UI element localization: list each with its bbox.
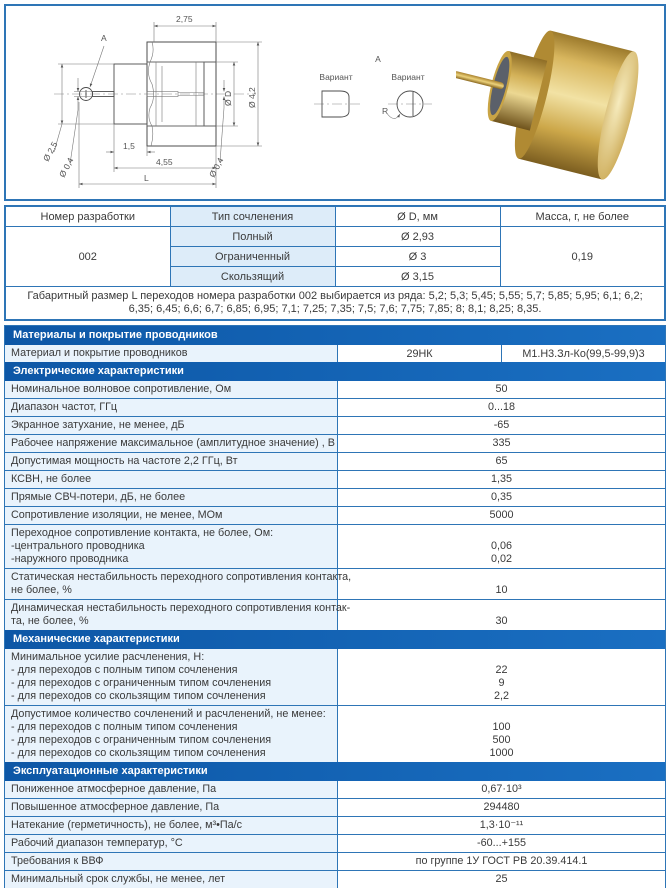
spec-value-line: -60...+155 <box>477 837 526 849</box>
spec-label-line: Рабочий диапазон температур, °С <box>11 837 183 849</box>
spec-label <box>5 525 338 568</box>
spec-values <box>338 817 665 834</box>
spec-label <box>5 781 338 798</box>
spec-row <box>5 870 665 888</box>
spec-label-line: Допустимое количество сочленений и расчленений, не менее: <box>11 708 326 720</box>
spec-value: 29НК <box>406 347 433 360</box>
dim-dd-label: Ø D <box>223 90 233 106</box>
spec-label-line: - для переходов с полным типом сочленения <box>11 721 238 733</box>
spec-label-line: Пониженное атмосферное давление, Па <box>11 783 217 795</box>
spec-label <box>5 649 338 705</box>
spec-value-line <box>338 571 665 584</box>
table-row <box>5 227 665 247</box>
spec-values <box>338 435 665 452</box>
spec-label-line: Переходное сопротивление контакта, не более, Ом: <box>11 527 274 539</box>
spec-label <box>5 489 338 506</box>
spec-row <box>5 599 665 630</box>
spec-values <box>338 835 665 852</box>
spec-value: М1.Н3.Зл-Ко(99,5-99,9)3 <box>501 345 665 362</box>
col-header-dev-number: Номер разработки <box>5 206 170 227</box>
spec-label-line: - для переходов с ограниченным типом сочленения <box>11 734 272 746</box>
coupling-type-cell: Полный <box>170 227 335 247</box>
spec-label <box>5 817 338 834</box>
spec-label-line: Минимальный срок службы, не менее, лет <box>11 873 226 885</box>
spec-label-line: - для переходов с полным типом сочленения <box>11 664 238 676</box>
technical-drawing <box>6 6 306 195</box>
spec-label <box>5 799 338 816</box>
spec-values <box>338 399 665 416</box>
spec-row <box>5 524 665 568</box>
spec-label <box>5 417 338 434</box>
spec-values <box>338 706 665 762</box>
spec-row <box>5 506 665 524</box>
spec-label <box>5 507 338 524</box>
spec-values <box>338 345 665 362</box>
spec-label <box>5 706 338 762</box>
spec-values <box>338 417 665 434</box>
spec-value-line: 30 <box>495 615 508 627</box>
spec-values <box>338 600 665 630</box>
spec-value-line: 25 <box>495 873 508 885</box>
spec-label <box>5 835 338 852</box>
spec-values <box>338 569 665 599</box>
spec-label-line: Минимальное усилие расчленения, Н: <box>11 651 205 663</box>
spec-value-line: 9 <box>498 677 505 689</box>
spec-values <box>338 649 665 705</box>
spec-label-line: КСВН, не более <box>11 473 92 485</box>
spec-label-line: Прямые СВЧ-потери, дБ, не более <box>11 491 186 503</box>
spec-label-line: - для переходов с ограниченным типом сочленения <box>11 677 272 689</box>
spec-value-line: 1000 <box>489 747 514 759</box>
col-header-coupling-type: Тип сочленения <box>170 206 335 227</box>
spec-label-line: Допустимая мощность на частоте 2,2 ГГц, Вт <box>11 455 238 467</box>
variant-left-label: Вариант <box>319 72 353 82</box>
spec-row <box>5 705 665 762</box>
spec-label-line: Номинальное волновое сопротивление, Ом <box>11 383 232 395</box>
spec-label-line: Динамическая нестабильность переходного сопротивления контак- <box>11 602 351 614</box>
section-header: Эксплуатационные характеристики <box>5 762 665 781</box>
section-header: Электрические характеристики <box>5 362 665 381</box>
spec-label <box>5 435 338 452</box>
spec-row <box>5 834 665 852</box>
dim-15-label: 1,5 <box>123 141 135 151</box>
spec-value-line: 0,67·10³ <box>481 783 522 795</box>
spec-value-line: 2,2 <box>493 690 509 702</box>
spec-value-line: 100 <box>492 721 511 733</box>
diameter-cell: Ø 3 <box>335 247 500 267</box>
spec-label-line: -центрального проводника <box>11 540 145 552</box>
spec-values <box>338 381 665 398</box>
size-range-note: Габаритный размер L переходов номера разработки 002 выбирается из ряда: 5,2; 5,3; 5,45; 5,55; 5,7; 5,85; 5,95; 6,1; 6,2; 6,35; 6,45; 6,6; 6,7; 6,85; 6,95; 7,1; 7,25; 7,35; 7,5; 7,6; 7,75; 7,85; 8; 8,1; 8,25; 8,35. <box>5 287 665 321</box>
dim-d42-label: Ø 4,2 <box>247 87 257 108</box>
dim-d04-left-label: Ø 0,4 <box>56 155 76 179</box>
spec-values <box>338 471 665 488</box>
spec-row <box>5 434 665 452</box>
dimensions-table <box>4 205 666 321</box>
spec-row <box>5 381 665 398</box>
variant-details <box>306 48 446 153</box>
spec-label <box>5 471 338 488</box>
spec-value-line: 22 <box>495 664 508 676</box>
spec-value-line <box>338 527 665 540</box>
view-a-label: А <box>101 33 107 43</box>
spec-value-line: 1,3·10⁻¹¹ <box>479 819 524 831</box>
spec-value-line: 50 <box>495 383 508 395</box>
spec-label <box>5 853 338 870</box>
spec-value-line: 294480 <box>483 801 520 813</box>
spec-value-line: 500 <box>492 734 511 746</box>
spec-row <box>5 416 665 434</box>
spec-value-line: -65 <box>493 419 510 431</box>
spec-label-line: Материал и покрытие проводников <box>11 347 188 359</box>
characteristics-table <box>4 325 666 888</box>
spec-row <box>5 488 665 506</box>
variant-view-a-label: А <box>375 54 381 64</box>
variant-right-label: Вариант <box>391 72 425 82</box>
mass-cell: 0,19 <box>500 227 665 287</box>
spec-values <box>338 453 665 470</box>
connector-photo-group <box>456 12 647 183</box>
spec-value-line <box>338 602 665 615</box>
spec-row <box>5 398 665 416</box>
dim-d04-right-label: Ø 0,4 <box>206 155 226 179</box>
spec-value-line: 0...18 <box>487 401 515 413</box>
spec-label-line: Рабочее напряжение максимальное (амплитудное значение) , В <box>11 437 335 449</box>
drawing-box <box>4 4 666 201</box>
spec-label <box>5 600 351 630</box>
section-header: Механические характеристики <box>5 630 665 649</box>
spec-label-line: Повышенное атмосферное давление, Па <box>11 801 220 813</box>
spec-label-line: - для переходов со скользящим типом сочленения <box>11 747 266 759</box>
spec-row <box>5 452 665 470</box>
spec-label-line: -наружного проводника <box>11 553 129 565</box>
spec-label-line: Диапазон частот, ГГц <box>11 401 118 413</box>
spec-label-line: Натекание (герметичность), не более, м³•Па/с <box>11 819 243 831</box>
spec-label-line: та, не более, % <box>11 615 89 627</box>
spec-value-line <box>338 708 665 721</box>
section-header: Материалы и покрытие проводников <box>5 326 665 345</box>
spec-value-line: 1,35 <box>490 473 512 485</box>
spec-label-line: Экранное затухание, не менее, дБ <box>11 419 185 431</box>
spec-values <box>338 507 665 524</box>
spec-row <box>5 568 665 599</box>
product-photo <box>456 12 658 190</box>
spec-values <box>338 525 665 568</box>
spec-label-line: Сопротивление изоляции, не менее, МОм <box>11 509 223 521</box>
spec-label-line: Статическая нестабильность переходного сопротивления контакта, <box>11 571 352 583</box>
spec-label <box>5 345 338 362</box>
spec-value-line: 65 <box>495 455 508 467</box>
spec-row <box>5 345 665 362</box>
spec-row <box>5 649 665 705</box>
radius-label: R <box>382 106 389 116</box>
spec-values <box>338 489 665 506</box>
spec-label <box>5 399 338 416</box>
spec-label-line: Требования к ВВФ <box>11 855 104 867</box>
spec-values <box>338 799 665 816</box>
dev-number-cell: 002 <box>5 227 170 287</box>
spec-label <box>5 453 338 470</box>
dim-d25-label: Ø 2,5 <box>40 139 60 163</box>
diameter-cell: Ø 2,93 <box>335 227 500 247</box>
spec-label <box>5 381 338 398</box>
col-header-mass: Масса, г, не более <box>500 206 665 227</box>
spec-row <box>5 781 665 798</box>
dim-455-label: 4,55 <box>156 157 173 167</box>
coupling-type-cell: Ограниченный <box>170 247 335 267</box>
spec-values <box>338 853 665 870</box>
spec-value-line: по группе 1У ГОСТ РВ 20.39.414.1 <box>415 855 588 867</box>
spec-label <box>5 569 352 599</box>
spec-value-line: 0,35 <box>490 491 512 503</box>
spec-label-line: - для переходов со скользящим типом сочленения <box>11 690 266 702</box>
dim-l-label: L <box>144 173 149 183</box>
dim-top-label: 2,75 <box>176 14 193 24</box>
spec-row <box>5 798 665 816</box>
spec-value-line: 335 <box>492 437 511 449</box>
spec-value-line: 0,06 <box>490 540 512 552</box>
spec-values <box>338 871 665 888</box>
spec-row <box>5 816 665 834</box>
diameter-cell: Ø 3,15 <box>335 267 500 287</box>
spec-label-line: не более, % <box>11 584 72 596</box>
spec-row <box>5 852 665 870</box>
col-header-diameter: Ø D, мм <box>335 206 500 227</box>
spec-row <box>5 470 665 488</box>
table-row <box>5 287 665 321</box>
spec-value-line: 5000 <box>489 509 514 521</box>
spec-value-line: 10 <box>495 584 508 596</box>
spec-value-line <box>338 651 665 664</box>
spec-values <box>338 781 665 798</box>
coupling-type-cell: Скользящий <box>170 267 335 287</box>
spec-value-line: 0,02 <box>490 553 512 565</box>
spec-label <box>5 871 338 888</box>
